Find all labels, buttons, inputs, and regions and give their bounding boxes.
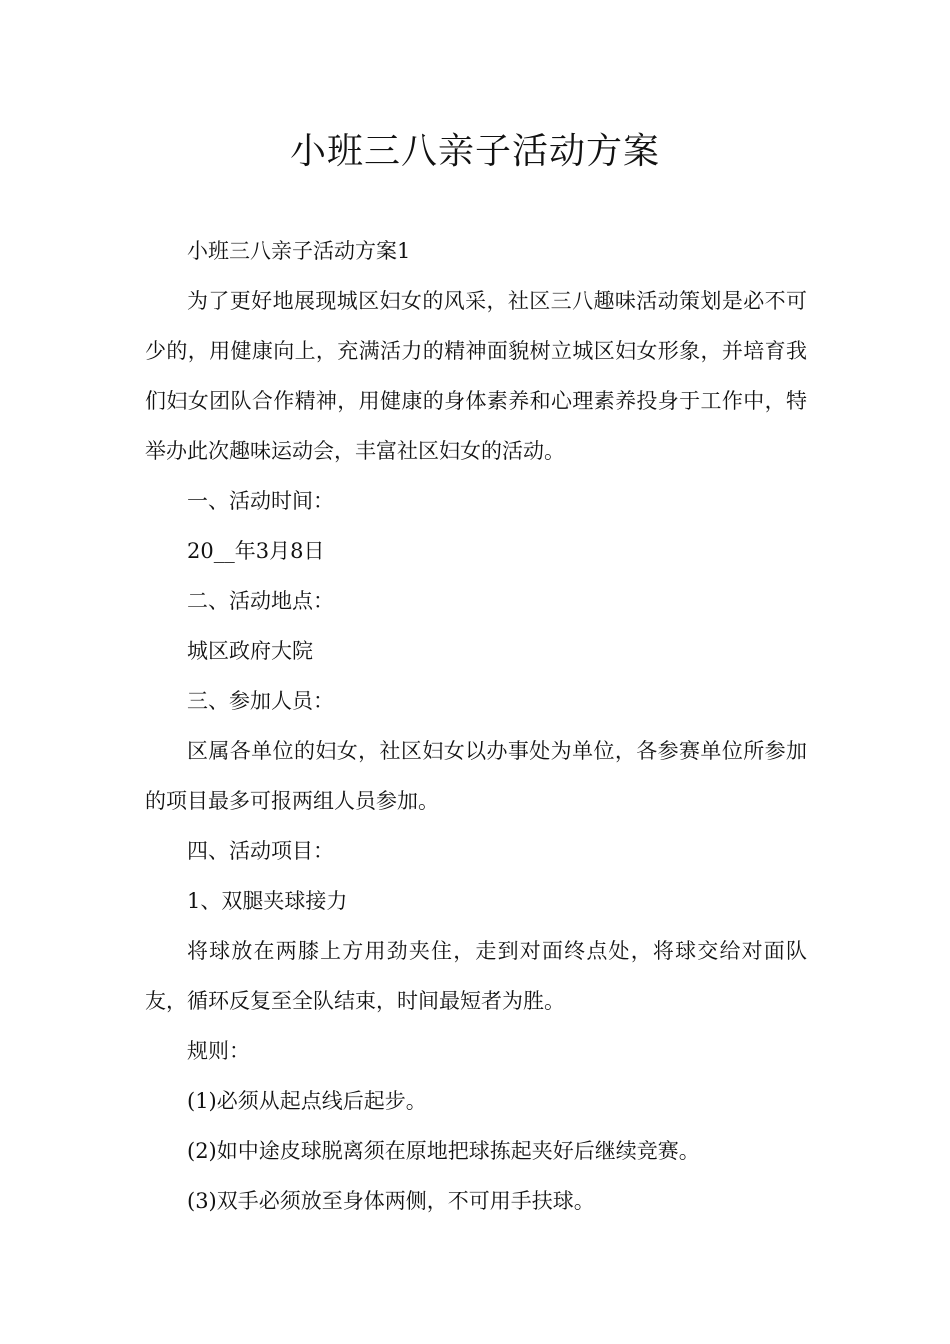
participants-paragraph: 区属各单位的妇女，社区妇女以办事处为单位，各参赛单位所参加的项目最多可报两组人员参加。 bbox=[145, 739, 807, 813]
item-1-title: 1、双腿夹球接力 bbox=[187, 889, 348, 913]
activity-location-heading: 二、活动地点： bbox=[187, 589, 334, 613]
activity-time-heading: 一、活动时间： bbox=[187, 489, 334, 513]
activity-location-value: 城区政府大院 bbox=[187, 639, 313, 663]
document-body bbox=[145, 226, 807, 1226]
activity-time-value: 20__年3月8日 bbox=[187, 539, 325, 563]
rule-1: (1)必须从起点线后起步。 bbox=[187, 1089, 427, 1113]
participants-heading: 三、参加人员： bbox=[187, 689, 334, 713]
rule-3: (3)双手必须放至身体两侧，不可用手扶球。 bbox=[187, 1189, 595, 1213]
document-title: 小班三八亲子活动方案 bbox=[289, 131, 660, 172]
item-1-description: 将球放在两膝上方用劲夹住，走到对面终点处，将球交给对面队友，循环反复至全队结束，时间最短者为胜。 bbox=[145, 939, 807, 1013]
section-heading: 小班三八亲子活动方案1 bbox=[187, 239, 411, 263]
rules-heading: 规则： bbox=[187, 1039, 250, 1063]
rule-2: (2)如中途皮球脱离须在原地把球拣起夹好后继续竞赛。 bbox=[187, 1139, 700, 1163]
intro-paragraph: 为了更好地展现城区妇女的风采，社区三八趣味活动策划是必不可少的，用健康向上，充满活力的精神面貌树立城区妇女形象，并培育我们妇女团队合作精神，用健康的身体素养和心理素养投身于工作中，特举办此次趣味运动会，丰富社区妇女的活动。 bbox=[145, 289, 807, 463]
activity-items-heading: 四、活动项目： bbox=[187, 839, 334, 863]
